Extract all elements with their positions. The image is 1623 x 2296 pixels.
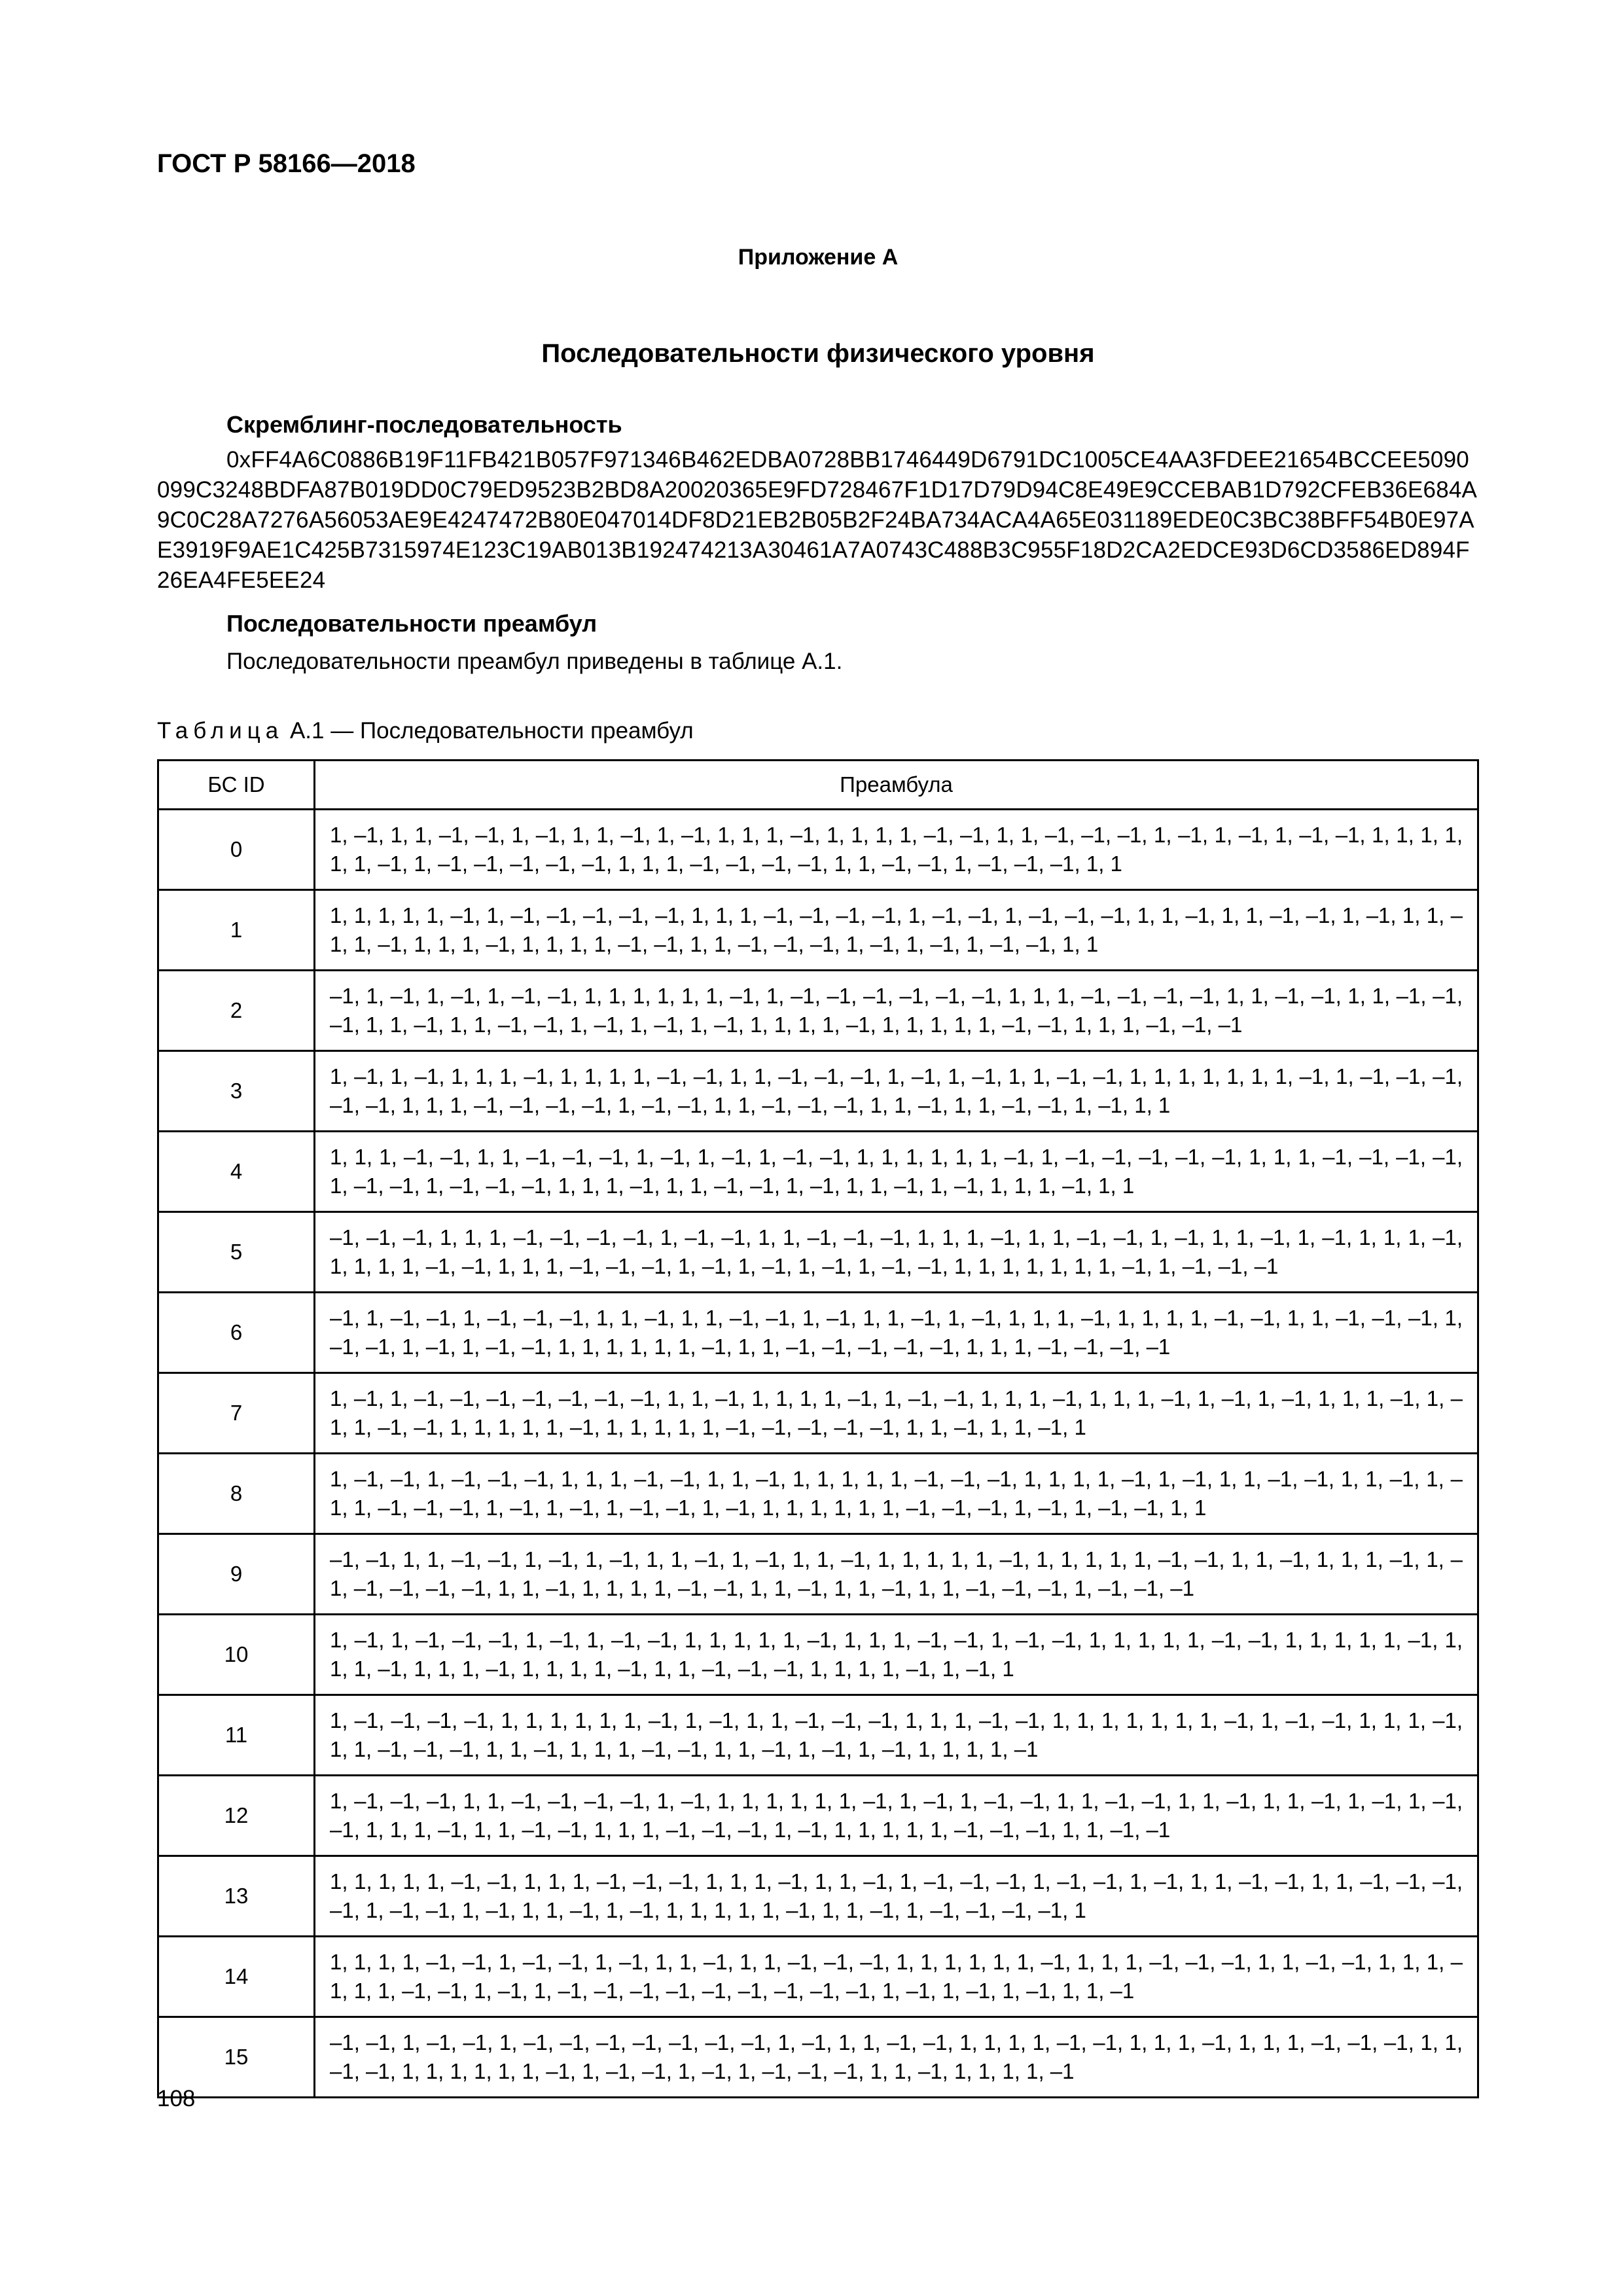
table-caption-prefix: Таблица: [157, 718, 284, 744]
table-row: [158, 1051, 1478, 1132]
header-preamble: Преамбула: [315, 761, 1478, 810]
table-row: [158, 1937, 1478, 2017]
preamble-cell: 1, –1, 1, –1, –1, –1, 1, –1, 1, –1, –1, 1, 1, 1, 1, 1, –1, 1, 1, 1, –1, –1, 1, –1, –1, 1, 1, 1, 1, 1, –1, –1, 1, 1, 1, 1, 1, –1, 1, 1, 1, –1, 1, 1, 1, –1, 1, 1, 1, 1, –1, 1, 1, –1, –1, –1, 1, 1, 1, 1, –1, 1, –1, 1: [315, 1615, 1478, 1695]
bs-id-cell: 6: [158, 1293, 315, 1373]
bs-id-cell: 13: [158, 1856, 315, 1937]
preambles-text: Последовательности преамбул приведены в таблице А.1.: [226, 649, 843, 674]
table-row: [158, 1856, 1478, 1937]
preamble-cell: 1, –1, 1, –1, –1, –1, –1, –1, –1, –1, 1, 1, –1, 1, 1, 1, 1, –1, 1, –1, –1, 1, 1, 1, –1, 1, 1, 1, –1, 1, –1, 1, –1, 1, 1, 1, –1, 1, –1, 1, –1, –1, 1, 1, 1, 1, 1, –1, 1, 1, 1, 1, 1, –1, –1, –1, –1, –1, 1, 1, –1, 1, 1, –1, 1: [315, 1373, 1478, 1454]
preamble-cell: 1, –1, –1, 1, –1, –1, –1, 1, 1, 1, –1, –1, 1, 1, –1, 1, 1, 1, 1, 1, –1, –1, –1, 1, 1, 1, 1, –1, 1, –1, 1, 1, –1, –1, 1, 1, –1, 1, –1, 1, –1, –1, –1, 1, –1, 1, –1, 1, –1, –1, 1, –1, 1, 1, 1, 1, 1, 1, –1, –1, –1, 1, –1, 1, –1, –1, 1, 1: [315, 1454, 1478, 1534]
appendix-label: Приложение А: [738, 245, 899, 270]
table-row: [158, 810, 1478, 890]
preamble-cell: 1, 1, 1, 1, 1, –1, 1, –1, –1, –1, –1, –1, 1, 1, 1, –1, –1, –1, –1, 1, –1, –1, 1, –1, –1, –1, 1, 1, –1, 1, 1, –1, –1, 1, –1, 1, 1, –1, 1, –1, 1, 1, 1, –1, 1, 1, 1, 1, –1, –1, 1, 1, –1, –1, –1, 1, –1, 1, –1, 1, –1, –1, 1, 1: [315, 890, 1478, 971]
scrambling-sequence: 0xFF4A6C0886B19F11FB421B057F971346B462EDBA0728BB1746449D6791DC1005CE4AA3FDEE21654BCCEE5090099C3248BDFA87B019DD0C79ED9523B2BD8A20020365E9FD728467F1D17D79D94C8E49E9CCEBAB1D792CFEB36E684A9C0C28A7276A56053AE9E4247472B80E047014DF8D21EB2B05B2F24BA734ACA4A65E031189EDE0C3BC38BFF54B0E97AE3919F9AE1C425B7315974E123C19AB013B192474213A30461A7A0743C488B3C955F18D2CA2EDCE93D6CD3586ED894F26EA4FE5EE24: [157, 447, 1478, 593]
table-caption-text: А.1 — Последовательности преамбул: [283, 718, 694, 744]
bs-id-cell: 10: [158, 1615, 315, 1695]
bs-id-cell: 3: [158, 1051, 315, 1132]
document-page: [157, 144, 1479, 2098]
table-row: [158, 1534, 1478, 1615]
preamble-cell: –1, 1, –1, –1, 1, –1, –1, –1, 1, 1, –1, 1, 1, –1, –1, 1, –1, 1, 1, –1, 1, –1, 1, 1, 1, –1, 1, 1, 1, 1, –1, –1, 1, 1, –1, –1, –1, 1, –1, –1, 1, –1, 1, –1, –1, 1, 1, 1, 1, 1, 1, –1, 1, 1, –1, –1, –1, –1, –1, 1, 1, 1, –1, –1, –1, –1: [315, 1293, 1478, 1373]
bs-id-cell: 2: [158, 971, 315, 1051]
scrambling-heading: Скремблинг-последовательность: [226, 411, 622, 438]
bs-id-cell: 8: [158, 1454, 315, 1534]
table-row: [158, 1695, 1478, 1776]
table-row: [158, 1373, 1478, 1454]
preamble-cell: 1, –1, –1, –1, 1, 1, –1, –1, –1, –1, 1, –1, 1, 1, 1, 1, 1, 1, –1, 1, –1, 1, –1, –1, 1, 1, –1, –1, 1, 1, –1, 1, 1, –1, 1, –1, 1, –1, –1, 1, 1, 1, –1, 1, 1, –1, –1, 1, 1, 1, –1, –1, –1, 1, –1, 1, 1, 1, 1, 1, –1, –1, –1, 1, 1, –1, –1: [315, 1776, 1478, 1856]
bs-id-cell: 15: [158, 2017, 315, 2098]
preambles-heading: Последовательности преамбул: [226, 610, 597, 637]
preamble-cell: –1, 1, –1, 1, –1, 1, –1, –1, 1, 1, 1, 1, 1, 1, –1, 1, –1, –1, –1, –1, –1, –1, 1, 1, 1, –1, –1, –1, –1, 1, 1, –1, –1, 1, 1, –1, –1, –1, 1, 1, –1, 1, 1, –1, –1, 1, –1, 1, –1, 1, –1, 1, 1, 1, 1, –1, 1, 1, 1, 1, 1, –1, –1, 1, 1, 1, –1, –1, –1: [315, 971, 1478, 1051]
table-row: [158, 1293, 1478, 1373]
bs-id-cell: 4: [158, 1132, 315, 1212]
table-body: [158, 810, 1478, 2098]
header-bs-id: БС ID: [158, 761, 315, 810]
preamble-cell: –1, –1, 1, –1, –1, 1, –1, –1, –1, –1, –1, –1, –1, 1, –1, 1, 1, –1, –1, 1, 1, 1, 1, –1, –1, 1, 1, 1, –1, 1, 1, 1, –1, –1, –1, 1, 1, –1, –1, 1, 1, 1, 1, 1, 1, –1, 1, –1, –1, 1, –1, 1, –1, –1, –1, 1, 1, –1, 1, 1, 1, 1, –1: [315, 2017, 1478, 2098]
bs-id-cell: 1: [158, 890, 315, 971]
preamble-cell: 1, 1, 1, –1, –1, 1, 1, –1, –1, –1, 1, –1, 1, –1, 1, –1, –1, 1, 1, 1, 1, 1, 1, –1, 1, –1, –1, –1, –1, –1, 1, 1, 1, –1, –1, –1, –1, 1, –1, –1, 1, –1, –1, –1, 1, 1, 1, –1, 1, 1, –1, –1, 1, –1, 1, 1, –1, 1, –1, 1, 1, 1, –1, 1, 1: [315, 1132, 1478, 1212]
bs-id-cell: 11: [158, 1695, 315, 1776]
bs-id-cell: 14: [158, 1937, 315, 2017]
table-row: [158, 1212, 1478, 1293]
table-row: [158, 1132, 1478, 1212]
appendix-title: Последовательности физического уровня: [541, 339, 1095, 368]
bs-id-cell: 12: [158, 1776, 315, 1856]
standard-header: ГОСТ Р 58166—2018: [157, 149, 416, 178]
table-row: [158, 890, 1478, 971]
page-number: 108: [157, 2086, 196, 2111]
preamble-cell: –1, –1, –1, 1, 1, 1, –1, –1, –1, –1, 1, –1, –1, 1, 1, –1, –1, –1, 1, 1, 1, –1, 1, 1, –1, –1, 1, –1, 1, 1, –1, 1, –1, 1, 1, 1, –1, 1, 1, 1, 1, –1, –1, 1, 1, 1, –1, –1, –1, 1, –1, 1, –1, 1, –1, 1, –1, –1, 1, 1, 1, 1, 1, 1, 1, –1, 1, –1, –1, –1: [315, 1212, 1478, 1293]
bs-id-cell: 7: [158, 1373, 315, 1454]
preamble-cell: –1, –1, 1, 1, –1, –1, 1, –1, 1, –1, 1, 1, –1, 1, –1, 1, 1, –1, 1, 1, 1, 1, 1, –1, 1, 1, 1, 1, 1, –1, –1, 1, 1, –1, 1, 1, 1, –1, 1, –1, –1, –1, –1, –1, 1, 1, –1, 1, 1, 1, 1, –1, –1, 1, 1, –1, 1, 1, –1, 1, 1, –1, –1, –1, 1, –1, –1, –1: [315, 1534, 1478, 1615]
preamble-table: [157, 759, 1479, 2098]
table-caption: [157, 716, 1479, 746]
table-row: [158, 1776, 1478, 1856]
preamble-cell: 1, –1, 1, 1, –1, –1, 1, –1, 1, 1, –1, 1, –1, 1, 1, 1, –1, 1, 1, 1, 1, –1, –1, 1, 1, –1, –1, –1, 1, –1, 1, –1, 1, –1, –1, 1, 1, 1, 1, 1, 1, –1, 1, –1, –1, –1, –1, –1, 1, 1, 1, –1, –1, –1, –1, 1, 1, –1, –1, 1, –1, –1, –1, 1, 1: [315, 810, 1478, 890]
bs-id-cell: 9: [158, 1534, 315, 1615]
preamble-cell: 1, 1, 1, 1, 1, –1, –1, 1, 1, 1, –1, –1, –1, 1, 1, 1, –1, 1, 1, –1, 1, –1, –1, –1, 1, –1, –1, 1, –1, 1, 1, –1, –1, 1, 1, –1, –1, –1, –1, 1, –1, –1, 1, –1, 1, 1, –1, 1, –1, 1, 1, 1, 1, 1, –1, 1, 1, –1, 1, –1, –1, –1, –1, 1: [315, 1856, 1478, 1937]
table-row: [158, 2017, 1478, 2098]
preamble-cell: 1, –1, 1, –1, 1, 1, 1, –1, 1, 1, 1, 1, –1, –1, 1, 1, –1, –1, –1, 1, –1, 1, –1, 1, 1, –1, –1, 1, 1, 1, 1, 1, 1, 1, –1, 1, –1, –1, –1, –1, –1, 1, 1, 1, –1, –1, –1, –1, 1, –1, –1, 1, 1, –1, –1, –1, 1, 1, –1, 1, 1, –1, –1, 1, –1, 1, 1: [315, 1051, 1478, 1132]
table-header-row: [158, 761, 1478, 810]
preamble-cell: 1, 1, 1, 1, –1, –1, 1, –1, –1, 1, –1, 1, 1, –1, 1, 1, –1, –1, –1, 1, 1, 1, 1, 1, 1, –1, 1, 1, 1, –1, –1, –1, 1, 1, –1, –1, 1, 1, 1, –1, 1, 1, –1, –1, 1, –1, 1, –1, –1, –1, –1, –1, –1, –1, –1, –1, 1, –1, 1, –1, 1, –1, 1, 1, –1: [315, 1937, 1478, 2017]
bs-id-cell: 5: [158, 1212, 315, 1293]
preamble-cell: 1, –1, –1, –1, –1, 1, 1, 1, 1, 1, 1, –1, 1, –1, 1, 1, –1, –1, –1, 1, 1, 1, –1, –1, 1, 1, 1, 1, 1, 1, 1, –1, 1, –1, –1, 1, 1, 1, –1, 1, 1, –1, –1, –1, 1, 1, –1, 1, 1, 1, –1, –1, 1, 1, –1, 1, –1, 1, –1, 1, 1, 1, 1, –1: [315, 1695, 1478, 1776]
table-row: [158, 1615, 1478, 1695]
table-row: [158, 1454, 1478, 1534]
table-row: [158, 971, 1478, 1051]
bs-id-cell: 0: [158, 810, 315, 890]
